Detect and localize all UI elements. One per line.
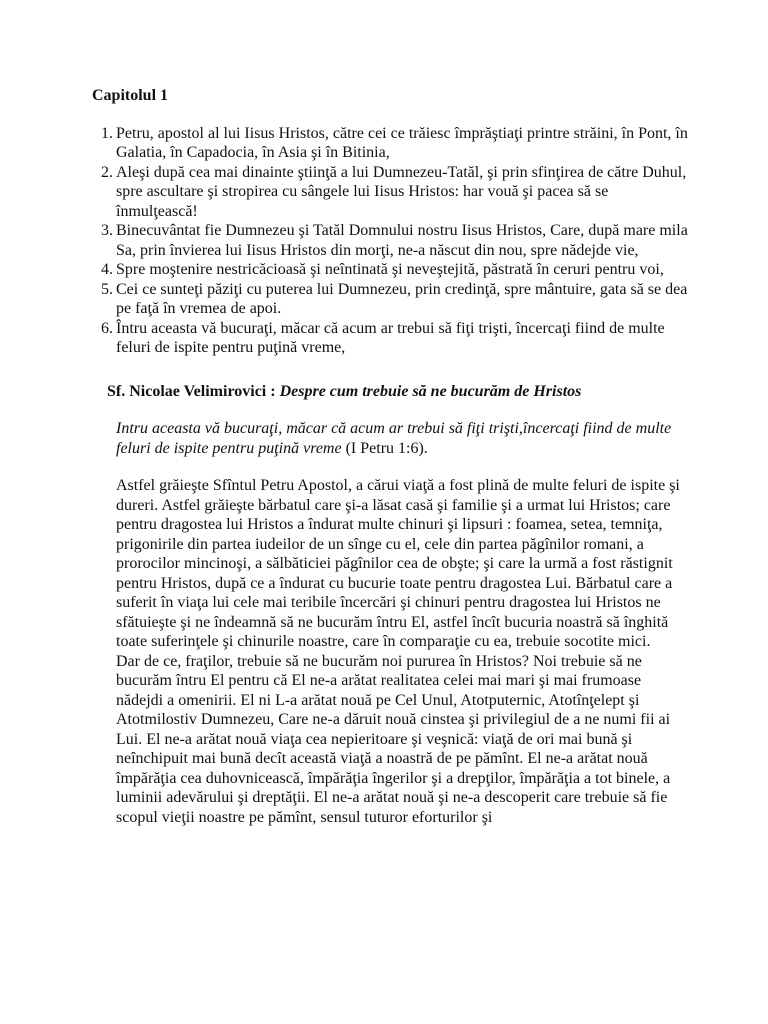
- verse-number: 6.: [101, 319, 113, 337]
- section-heading: [107, 382, 692, 402]
- verse-item: [92, 260, 692, 280]
- verse-number: 2.: [101, 163, 113, 181]
- verse-text: Cei ce sunteţi păziţi cu puterea lui Dumnezeu, prin credinţă, spre mântuire, gata să se dea pe faţă în vremea de apoi.: [116, 280, 688, 317]
- quote-reference: (I Petru 1:6).: [341, 439, 428, 457]
- verse-item: [92, 280, 692, 319]
- verse-list: [92, 124, 692, 358]
- verse-number: 3.: [101, 222, 113, 239]
- body-paragraph: Dar de ce, fraţilor, trebuie să ne bucurăm noi pururea în Hristos? Noi trebuie să ne bucurăm întru El pentru că El ne-a arătat realitatea celei mai mari şi mai frumoase nădejdi a omenirii. El ni L-a arătat nouă pe Cel Unul, Atotputernic, Atotînţelept şi Atotmilostiv Dumnezeu, Care ne-a dăruit nouă cinstea şi privilegiul de a ne numi fii ai Lui. El ne-a arătat nouă viaţa cea nepieritoare şi veşnică: viaţă de ori mai bună şi neînchipuit mai bună decît această viaţă a noastră de pe pămînt. El ne-a arătat nouă împărăţia cea duhovnicească, împărăţia îngerilor şi a drepţilor, împărăţia a tot binele, a luminii adevărului şi dreptăţii. El ne-a arătat nouă şi ne-a descoperit care trebuie să fie scopul vieţii noastre pe pămînt, sensul tuturor eforturilor şi: [116, 652, 671, 826]
- verse-number: 1.: [101, 124, 113, 142]
- heading-author: Sf. Nicolae Velimirovici :: [107, 382, 280, 400]
- verse-item: [92, 221, 692, 260]
- verse-item: [92, 124, 692, 163]
- document-page: [92, 86, 692, 827]
- verse-text: Întru aceasta vă bucuraţi, măcar că acum ar trebui să fiţi trişti, încercaţi fiind de multe feluri de ispite pentru puţină vreme,: [116, 319, 665, 356]
- scripture-quote: [116, 419, 692, 458]
- verse-item: [92, 319, 692, 358]
- verse-text: Aleşi după cea mai dinainte ştiinţă a lui Dumnezeu-Tatăl, şi prin sfinţirea de către Duhul, spre ascultare şi stropirea cu sângele lui Iisus Hristos: har vouă şi pacea să se înmulţească!: [116, 163, 687, 220]
- chapter-title: Capitolul 1: [92, 87, 169, 104]
- verse-text: Petru, apostol al lui Iisus Hristos, către cei ce trăiesc împrăştiaţi printre străini, în Pont, în Galatia, în Capadocia, în Asia şi în Bitinia,: [116, 124, 688, 161]
- heading-title: Despre cum trebuie să ne bucurăm de Hristos: [279, 382, 582, 400]
- quote-text: Intru aceasta vă bucuraţi, măcar că acum ar trebui să fiţi trişti,încercaţi fiind de multe feluri de ispite pentru puţină vreme: [116, 420, 672, 457]
- verse-text: Spre moştenire nestricăcioasă şi neîntinată şi neveştejită, păstrată în ceruri pentru voi,: [116, 261, 664, 278]
- verse-text: Binecuvântat fie Dumnezeu şi Tatăl Domnului nostru Iisus Hristos, Care, după mare mila Sa, prin învierea lui Iisus Hristos din morţi, ne-a născut din nou, spre nădejde vie,: [116, 222, 688, 259]
- verse-item: [92, 163, 692, 222]
- body-paragraph: Astfel grăieşte Sfîntul Petru Apostol, a cărui viaţă a fost plină de multe feluri de ispite şi dureri. Astfel grăieşte bărbatul care şi-a lăsat casă şi familie şi a urmat lui Hristos; care pentru dragostea lui Hristos a îndurat multe chinuri şi lipsuri : foamea, setea, temniţa, prigonirile din partea iudeilor de un sînge cu el, cele din partea păgînilor romani, a prorocilor mincinoşi, a sălbăticiei păgînilor cea de obşte; şi care la urmă a fost răstignit pentru Hristos, după ce a îndurat cu bucurie toate pentru dragostea Lui. Bărbatul care a suferit în viaţa lui cele mai teribile încercări şi chinuri pentru dragostea lui Hristos ne sfătuieşte şi ne îndeamnă să ne bucurăm întru El, astfel încît bucuria noastră să înghită toate suferinţele şi chinurile noastre, care în comparaţie cu ea, trebuie socotite mici.: [116, 477, 680, 650]
- verse-number: 5.: [101, 280, 113, 298]
- verse-number: 4.: [101, 261, 113, 278]
